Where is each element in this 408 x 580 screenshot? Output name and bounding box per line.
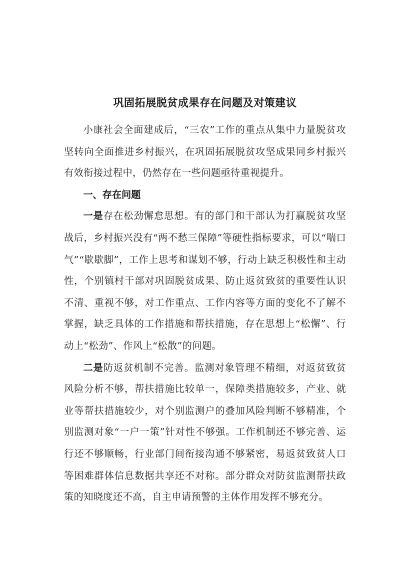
paragraph-point-one bbox=[64, 206, 346, 357]
section-heading-problems: 一、存在问题 bbox=[83, 189, 141, 201]
document-title: 巩固拓展脱贫成果存在问题及对策建议 bbox=[113, 97, 297, 109]
point-one-body: 存在松劲懈怠思想。有的部门和干部认为打赢脱贫攻坚战后，乡村振兴没有“两不愁三保障”等硬性指标要求，可以“喘口气”“歇歇脚”，工作上思考和谋划不够，行动上缺乏积极性和主动性，个别镇村干部对巩固脱贫成果、防止返贫致贫的重要性认识不清、重视不够，对工作重点、工作内容等方面的变化不了解不掌握，缺乏具体的工作措施和帮扶措施，存在思想上“松懈”、行动上“松劲”、作风上“松散”的问题。 bbox=[64, 211, 346, 352]
paragraph-point-two bbox=[64, 358, 346, 509]
point-one-lead: 一是 bbox=[83, 211, 104, 223]
point-two-lead: 二是 bbox=[83, 362, 104, 374]
document-body bbox=[64, 96, 346, 509]
intro-paragraph: 小康社会全面建成后，“三农”工作的重点从集中力量脱贫攻坚转向全面推进乡村振兴，在巩固拓展脱贫攻坚成果同乡村振兴有效衔接过程中，仍然存在一些问题亟待重视提升。 bbox=[64, 125, 346, 180]
point-two-body: 防返贫机制不完善。监测对象管理不精细，对返贫致贫风险分析不够，帮扶措施比较单一，保障类措施较多，产业、就业等帮扶措施较少，对个别监测户的叠加风险判断不够精准，个别监测对象“一户一策”针对性不够强。工作机制还不够完善、运行还不够顺畅，行业部门间衔接沟通不够紧密，易返贫致贫人口等困难群体信息数据共享还不对称。部分群众对防贫监测帮扶政策的知晓度还不高，自主申请预警的主体作用发挥不够充分。 bbox=[64, 362, 346, 504]
